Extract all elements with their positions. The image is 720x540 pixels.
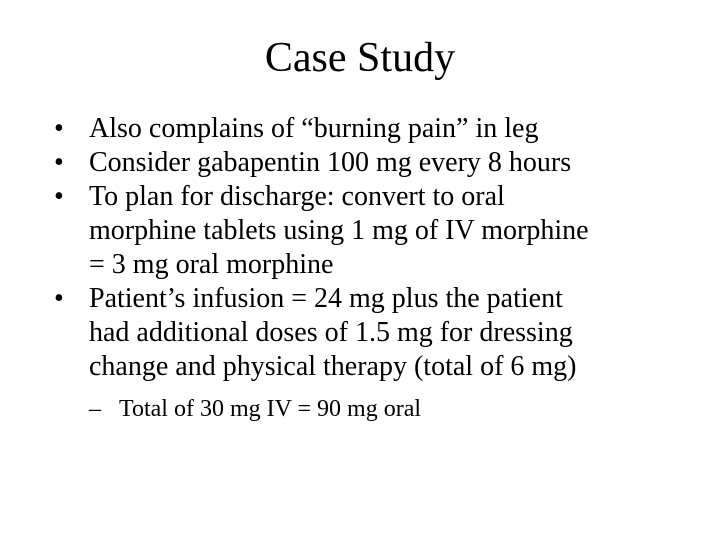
bullet-item — [54, 146, 694, 180]
sub-bullet-item — [89, 394, 694, 424]
bullet-marker: • — [54, 181, 64, 212]
sub-bullet-marker: – — [89, 396, 101, 422]
sub-bullet-list — [89, 394, 694, 424]
bullet-marker: • — [54, 283, 64, 314]
bullet-marker: • — [54, 113, 64, 144]
bullet-text: Patient’s infusion = 24 mg plus the patient — [89, 283, 563, 314]
bullet-item — [54, 180, 694, 282]
bullet-text-continued: morphine tablets using 1 mg of IV morphine — [89, 215, 589, 246]
sub-bullet-text: Total of 30 mg IV = 90 mg oral — [119, 396, 422, 422]
bullet-marker: • — [54, 147, 64, 178]
bullet-item — [54, 282, 694, 424]
slide-title: Case Study — [264, 35, 456, 81]
bullet-item — [54, 112, 694, 146]
bullet-text: Also complains of “burning pain” in leg — [89, 113, 539, 144]
bullet-text-continued: = 3 mg oral morphine — [89, 249, 334, 280]
bullet-text: To plan for discharge: convert to oral — [89, 181, 505, 212]
bullet-text-continued: had additional doses of 1.5 mg for dressing — [89, 317, 573, 348]
bullet-list — [54, 112, 694, 424]
bullet-text-continued: change and physical therapy (total of 6 mg) — [89, 351, 577, 382]
bullet-text: Consider gabapentin 100 mg every 8 hours — [89, 147, 572, 178]
